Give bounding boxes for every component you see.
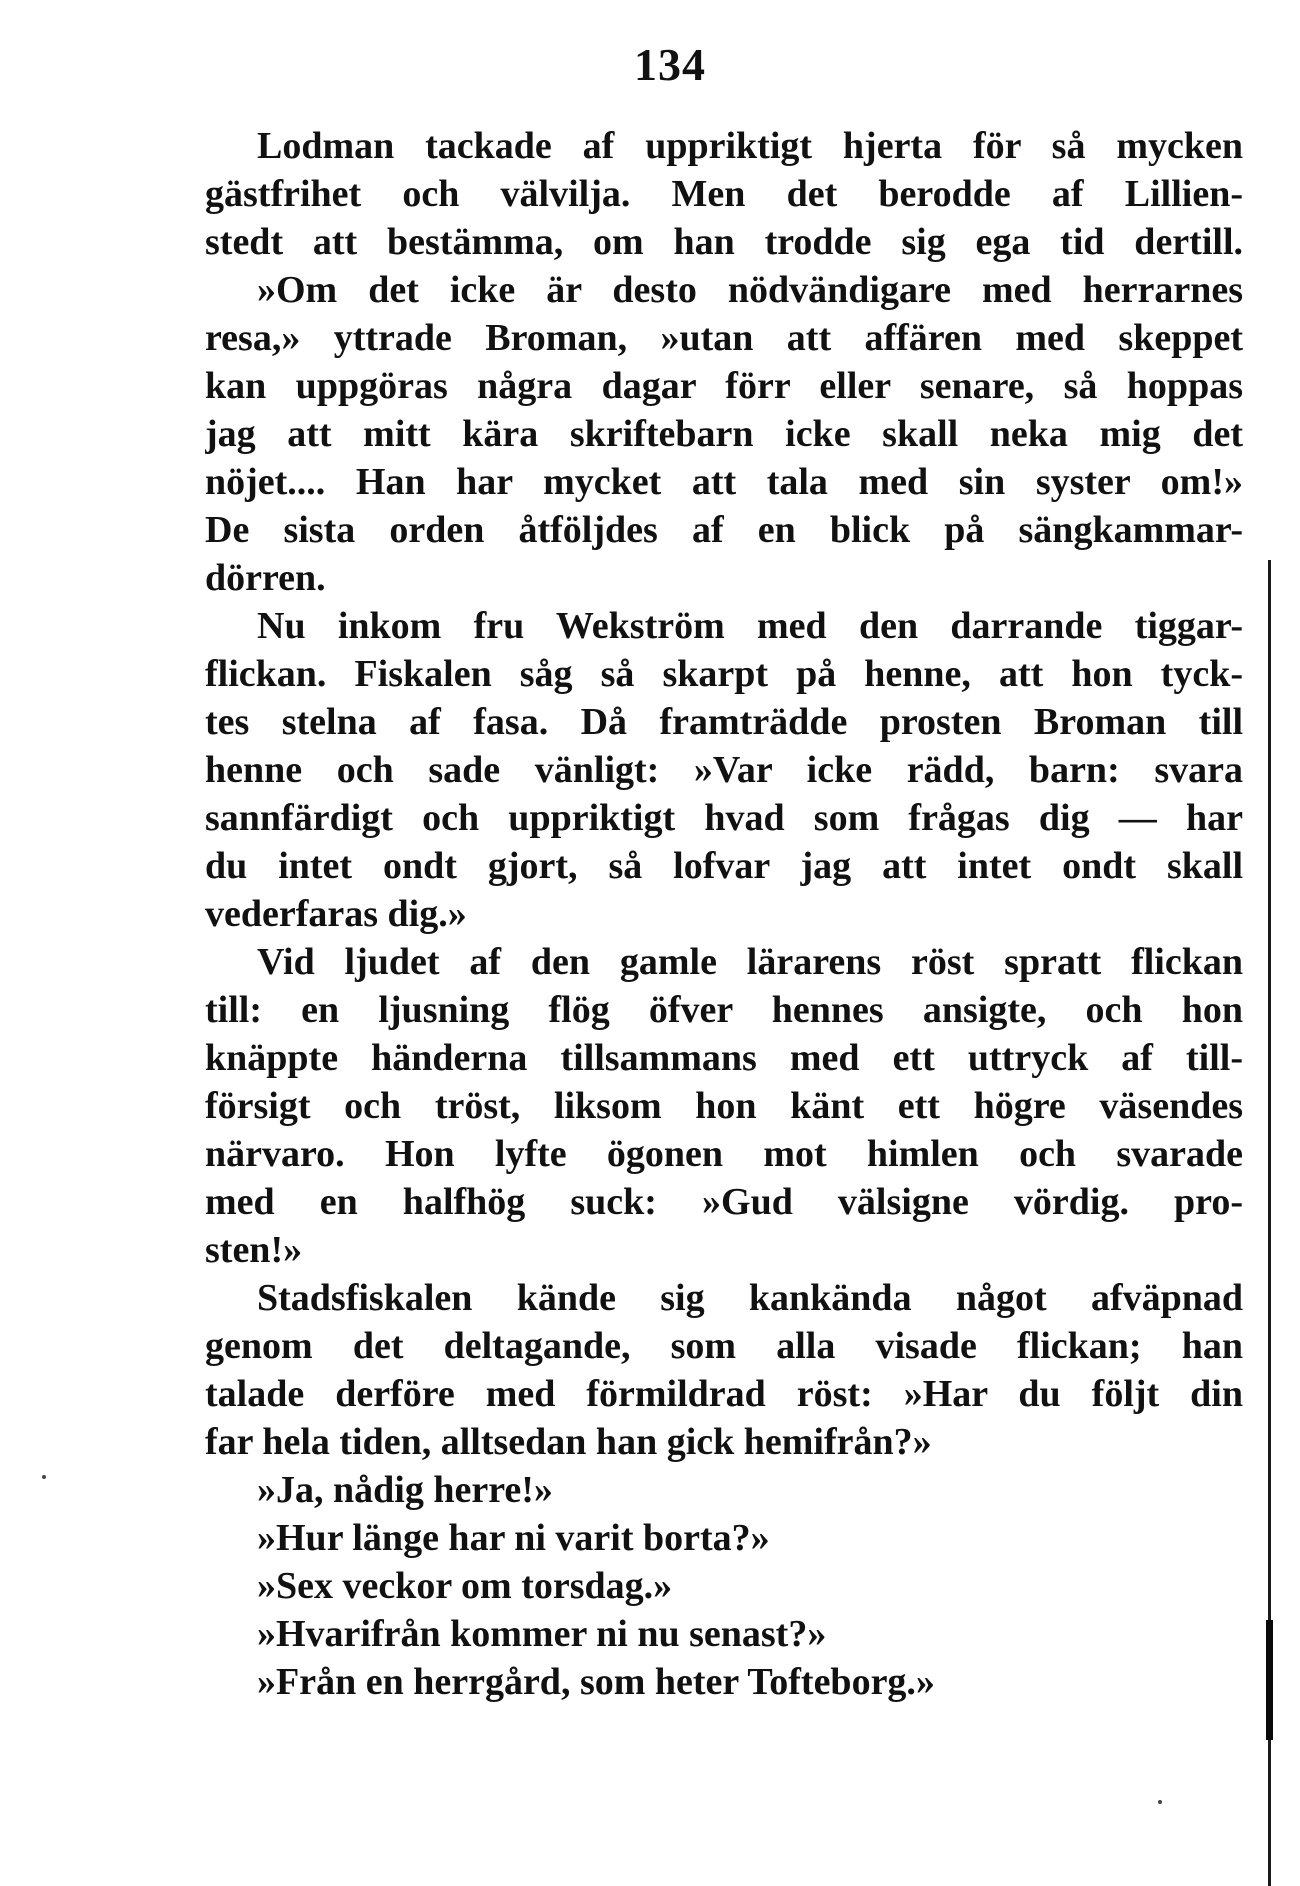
text-line: försigt och tröst, liksom hon känt ett högre väsendes [205,1085,1243,1127]
text-line: henne och sade vänligt: »Var icke rädd, barn: svara [205,749,1243,791]
scan-speck [1158,1800,1162,1804]
text-line: du intet ondt gjort, så lofvar jag att intet ondt skall [205,845,1243,887]
text-line: »Ja, nådig herre!» [257,1469,553,1511]
page-edge-shadow [1266,1620,1273,1740]
text-line: Nu inkom fru Wekström med den darrande tiggar- [257,605,1243,647]
text-line: De sista orden åtföljdes af en blick på sängkammar- [205,509,1243,551]
text-line: »Om det icke är desto nödvändigare med herrarnes [257,269,1243,311]
page-body-text [205,122,1243,1706]
text-line: talade derföre med förmildrad röst: »Har du följt din [205,1373,1243,1415]
text-line: gästfrihet och välvilja. Men det berodde af Lillien- [205,173,1243,215]
text-line: jag att mitt kära skriftebarn icke skall neka mig det [205,413,1243,455]
page-number: 134 [634,39,706,90]
text-line: kan uppgöras några dagar förr eller senare, så hoppas [205,365,1243,407]
text-line: flickan. Fiskalen såg så skarpt på henne, att hon tyck- [205,653,1243,695]
text-line: far hela tiden, alltsedan han gick hemifrån?» [205,1421,932,1463]
text-line: Stadsfiskalen kände sig kankända något afväpnad [257,1277,1243,1319]
text-line: resa,» yttrade Broman, »utan att affären med skeppet [205,317,1243,359]
text-line: till: en ljusning flög öfver hennes ansigte, och hon [205,989,1243,1031]
text-line: sten!» [205,1229,303,1271]
text-line: dörren. [205,557,326,599]
text-line: stedt att bestämma, om han trodde sig ega tid dertill. [205,221,1243,263]
text-line: »Från en herrgård, som heter Tofteborg.» [257,1661,935,1703]
text-line: »Sex veckor om torsdag.» [257,1565,673,1607]
text-line: Vid ljudet af den gamle lärarens röst spratt flickan [257,941,1243,983]
text-line: sannfärdigt och uppriktigt hvad som frågas dig — har [205,797,1243,839]
text-line: knäppte händerna tillsammans med ett uttryck af till- [205,1037,1243,1079]
text-line: »Hur länge har ni varit borta?» [257,1517,770,1559]
scan-speck [42,1475,46,1479]
text-line: med en halfhög suck: »Gud välsigne vördig. pro- [205,1181,1243,1223]
text-line: Lodman tackade af uppriktigt hjerta för så mycken [257,125,1243,167]
text-line: närvaro. Hon lyfte ögonen mot himlen och svarade [205,1133,1243,1175]
text-line: »Hvarifrån kommer ni nu senast?» [257,1613,827,1655]
text-line: vederfaras dig.» [205,893,467,935]
text-line: genom det deltagande, som alla visade flickan; han [205,1325,1243,1367]
text-line: tes stelna af fasa. Då framträdde prosten Broman till [205,701,1243,743]
text-line: nöjet.... Han har mycket att tala med sin syster om!» [205,461,1243,503]
